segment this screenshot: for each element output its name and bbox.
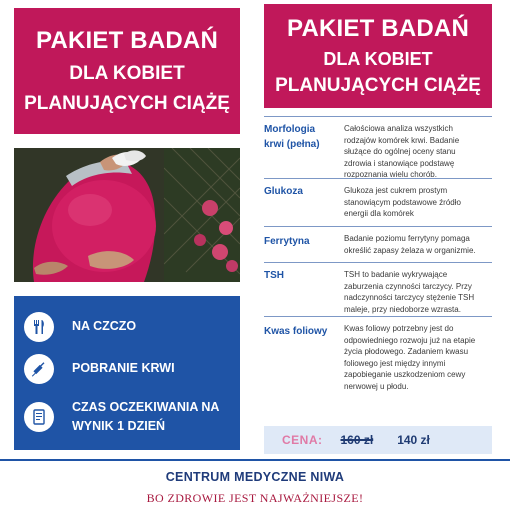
test-row-kwas-foliowy bbox=[264, 316, 492, 391]
pregnancy-photo bbox=[14, 148, 240, 282]
test-desc-line: maleje, przy niedoborze wzrasta. bbox=[344, 304, 461, 314]
test-name bbox=[264, 325, 336, 340]
test-name-line: Kwas foliowy bbox=[264, 326, 328, 337]
test-desc-line: Badanie poziomu ferrytyny pomaga bbox=[344, 234, 470, 243]
test-desc-line: służące do ogólnej oceny stanu bbox=[344, 147, 456, 157]
banner-title-line2: DLA KOBIET bbox=[323, 48, 433, 69]
old-price: 160 zł bbox=[340, 433, 374, 447]
fasting-label: NA CZCZO bbox=[72, 319, 137, 334]
wait-time-info bbox=[24, 398, 219, 437]
test-desc-line: rodzajów komórek krwi. Badanie bbox=[344, 135, 460, 145]
banner-title-line1: PAKIET BADAŃ bbox=[36, 27, 218, 55]
test-desc-line: foliowego jest między innymi bbox=[344, 358, 446, 368]
fasting-info bbox=[24, 312, 136, 342]
test-desc-line: TSH to badanie wykrywające bbox=[344, 270, 448, 279]
test-row-glukoza bbox=[264, 178, 492, 219]
banner-title-line3: PLANUJĄCYCH CIĄŻĘ bbox=[24, 93, 230, 114]
test-row-tsh bbox=[264, 262, 492, 314]
banner-title-line3: PLANUJĄCYCH CIĄŻĘ bbox=[275, 75, 481, 97]
cutlery-icon bbox=[24, 312, 54, 342]
wait-time-label bbox=[72, 398, 219, 437]
test-desc-line: Całościowa analiza wszystkich bbox=[344, 124, 453, 133]
footer-divider bbox=[0, 459, 510, 461]
test-name-line: TSH bbox=[264, 270, 284, 281]
test-description bbox=[344, 233, 490, 256]
test-name bbox=[264, 269, 336, 284]
test-desc-line: odpowiedniego rozwoju już na etapie bbox=[344, 335, 476, 345]
test-name-line: Morfologia bbox=[264, 124, 316, 135]
syringe-icon bbox=[24, 354, 54, 384]
document-icon bbox=[24, 402, 54, 432]
test-desc-line: nadczynności tarczycy stężenie TSH bbox=[344, 293, 475, 303]
test-name-line: krwi (pełna) bbox=[264, 138, 320, 150]
test-row-morfologia bbox=[264, 116, 492, 180]
test-desc-line: stanowiącym podstawowe źródło bbox=[344, 197, 461, 207]
new-price: 140 zł bbox=[397, 433, 430, 447]
test-desc-line: Glukoza jest cukrem prostym bbox=[344, 186, 448, 195]
wait-time-line2: WYNIK 1 DZIEŃ bbox=[72, 419, 166, 434]
test-name-line: Ferrytyna bbox=[264, 236, 310, 247]
test-desc-line: zdrowia i stanowiące podstawę bbox=[344, 158, 455, 168]
test-row-ferrytyna bbox=[264, 226, 492, 255]
price-bar bbox=[264, 426, 492, 454]
left-title-banner bbox=[14, 8, 240, 134]
banner-title-line2: DLA KOBIET bbox=[69, 63, 185, 85]
test-name-line: Glukoza bbox=[264, 186, 303, 197]
test-desc-line: rozpoznania wielu chorób. bbox=[344, 170, 437, 180]
test-desc-line: zapobieganie uszkodzeniom cewy bbox=[344, 370, 466, 380]
test-description bbox=[344, 269, 490, 315]
test-description bbox=[344, 123, 490, 181]
procedure-info-box bbox=[14, 296, 240, 450]
blood-draw-info bbox=[24, 354, 175, 384]
right-title-banner bbox=[264, 4, 492, 108]
test-desc-line: określić zapasy żelaza w organizmie. bbox=[344, 245, 476, 255]
wait-time-line1: CZAS OCZEKIWANIA NA bbox=[72, 400, 220, 414]
test-name bbox=[264, 123, 336, 152]
test-name bbox=[264, 235, 336, 250]
test-description bbox=[344, 185, 490, 220]
test-desc-line: zaburzenia czynności tarczycy. Przy bbox=[344, 281, 472, 291]
test-description bbox=[344, 323, 490, 393]
clinic-name: CENTRUM MEDYCZNE NIWA bbox=[165, 470, 345, 484]
test-desc-line: Kwas foliowy potrzebny jest do bbox=[344, 324, 454, 333]
test-name bbox=[264, 185, 336, 200]
banner-title-line1: PAKIET BADAŃ bbox=[287, 14, 469, 42]
test-desc-line: życia płodowego. Zadaniem kwasu bbox=[344, 347, 469, 357]
test-desc-line: nerwowej u płodu. bbox=[344, 381, 409, 391]
blood-draw-label: POBRANIE KRWI bbox=[72, 361, 175, 376]
clinic-tagline: BO ZDROWIE JEST NAJWAŻNIEJSZE! bbox=[146, 491, 364, 505]
price-label: CENA: bbox=[282, 433, 323, 447]
test-desc-line: energii dla komórek bbox=[344, 209, 414, 219]
